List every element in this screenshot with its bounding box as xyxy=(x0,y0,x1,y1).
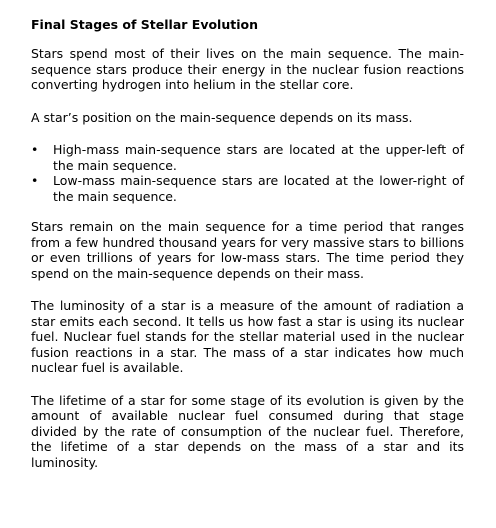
bullet-icon: • xyxy=(31,173,39,188)
list-item-text: High-mass main-sequence stars are located at the upper-left of the main sequence. xyxy=(53,142,464,173)
paragraph-position-mass: A star’s position on the main-sequence depends on its mass. xyxy=(31,109,413,125)
paragraph-luminosity: The luminosity of a star is a measure of the amount of radiation a star emits each second. It tells us how fast a star is using its nuclear fuel. Nuclear fuel stands for the stellar material used in the nuclear fusion reactions in a star. The mass of a star indicates how much nuclear fuel is available. xyxy=(31,298,464,375)
list-item xyxy=(31,173,464,204)
document-title: Final Stages of Stellar Evolution xyxy=(31,17,258,32)
paragraph-main-sequence: Stars spend most of their lives on the main sequence. The main-sequence stars produce their energy in the nuclear fusion reactions converting hydrogen into helium in the stellar core. xyxy=(31,46,464,92)
paragraph-lifetime: The lifetime of a star for some stage of its evolution is given by the amount of available nuclear fuel consumed during that stage divided by the rate of consumption of the nuclear fuel. Therefore, the lifetime of a star depends on the mass of a star and its luminosity. xyxy=(31,392,464,470)
bullet-list xyxy=(31,142,464,204)
document xyxy=(31,16,464,487)
list-item-text: Low-mass main-sequence stars are located at the lower-right of the main sequence. xyxy=(53,173,464,204)
list-item xyxy=(31,142,464,173)
bullet-icon: • xyxy=(31,142,39,157)
paragraph-time-on-sequence: Stars remain on the main sequence for a time period that ranges from a few hundred thousand years for very massive stars to billions or even trillions of years for low-mass stars. The time period they spend on the main-sequence depends on their mass. xyxy=(31,219,464,281)
